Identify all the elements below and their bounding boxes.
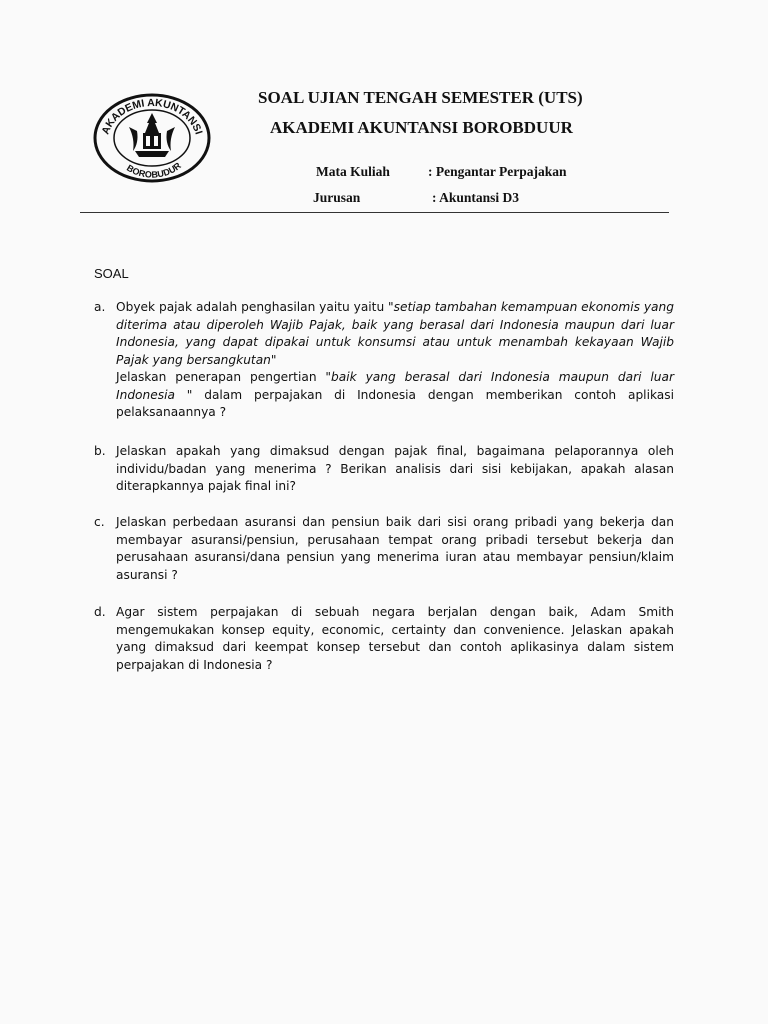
question-letter: b. bbox=[94, 444, 106, 458]
question-b-text: Jelaskan apakah yang dimaksud dengan pajak final, bagaimana pelaporannya oleh individu/badan yang menerima ? Berikan analisis dari sisi kebijakan, apakah alasan diterapkannya pajak final ini? bbox=[116, 444, 674, 493]
question-c-text: Jelaskan perbedaan asuransi dan pensiun baik dari sisi orang pribadi yang bekerja dan membayar asuransi/pensiun, perusahaan tempat orang pribadi tersebut bekerja dan perusahaan asuransi/dana pensiun yang menerima iuran atau membayar pensiun/klaim asuransi ? bbox=[116, 515, 674, 582]
course-value: : Pengantar Perpajakan bbox=[428, 164, 567, 179]
institution-name: AKADEMI AKUNTANSI BOROBDUUR bbox=[270, 118, 573, 137]
question-letter: a. bbox=[94, 300, 106, 314]
svg-text:BOROBUDUR: BOROBUDUR bbox=[124, 160, 183, 180]
question-letter: c. bbox=[94, 515, 105, 529]
course-label: Mata Kuliah bbox=[316, 164, 390, 179]
exam-title: SOAL UJIAN TENGAH SEMESTER (UTS) bbox=[258, 88, 583, 107]
department-label: Jurusan bbox=[313, 190, 361, 205]
question-a-statement: Obyek pajak adalah penghasilan yaitu yaitu "setiap tambahan kemampuan ekonomis yang diterima atau diperoleh Wajib Pajak, baik yang berasal dari Indonesia maupun dari luar Indonesia, yang dapat dipakai untuk konsumsi atau untuk menambah kekayaan Wajib Pajak yang bersangkutan" bbox=[116, 300, 674, 367]
question-b bbox=[94, 443, 674, 496]
question-letter: d. bbox=[94, 605, 106, 619]
question-d-text: Agar sistem perpajakan di sebuah negara berjalan dengan baik, Adam Smith mengemukakan konsep equity, economic, certainty dan convenience. Jelaskan apakah yang dimaksud dari keempat konsep tersebut dan contoh aplikasinya dalam sistem perpajakan di Indonesia ? bbox=[116, 605, 674, 672]
svg-text:AKADEMI AKUNTANSI: AKADEMI AKUNTANSI bbox=[99, 96, 205, 137]
question-a bbox=[94, 299, 674, 422]
section-heading: SOAL bbox=[94, 266, 129, 281]
header-divider bbox=[80, 212, 669, 213]
question-d bbox=[94, 604, 674, 674]
department-value: : Akuntansi D3 bbox=[432, 190, 520, 205]
question-c bbox=[94, 514, 674, 584]
question-a-prompt: Jelaskan penerapan pengertian "baik yang berasal dari Indonesia maupun dari luar Indonesia " dalam perpajakan di Indonesia dengan memberikan contoh aplikasi pelaksanaannya ? bbox=[116, 370, 674, 419]
academy-logo bbox=[93, 93, 211, 183]
